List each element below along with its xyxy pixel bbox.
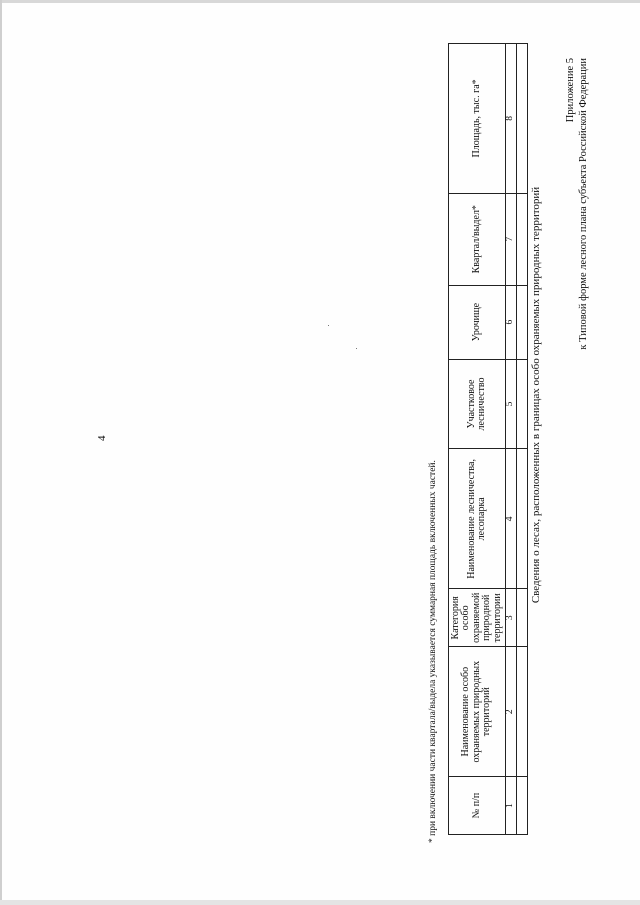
table-cell	[517, 193, 528, 285]
empty-data-row	[517, 44, 528, 835]
appendix-title: Приложение 5	[565, 58, 576, 123]
table-cell	[517, 285, 528, 359]
footnote: * при включении части квартала/выдела указывается суммарная площадь включенных частей.	[428, 460, 438, 843]
column-number: 6	[506, 285, 517, 359]
table-cell	[517, 647, 528, 777]
header-cell: Наименование лесничества, лесопарка	[449, 449, 506, 589]
column-number: 8	[506, 44, 517, 194]
column-number: 5	[506, 359, 517, 449]
column-number: 4	[506, 449, 517, 589]
page-number: 4	[96, 435, 108, 441]
column-number: 2	[506, 647, 517, 777]
column-number: 7	[506, 193, 517, 285]
header-cell: Наименование особо охраняемых природных территорий	[449, 647, 506, 777]
appendix-subtitle: к Типовой форме лесного плана субъекта Российской Федерации	[578, 58, 589, 350]
table-caption: Сведения о лесах, расположенных в границах особо охраняемых природных территорий	[530, 186, 542, 604]
header-cell: Квартал/выдел*	[449, 193, 506, 285]
column-number: 1	[506, 777, 517, 835]
scan-speck	[356, 348, 357, 349]
table-cell	[517, 589, 528, 647]
header-cell: Категория особо охраняемой природной территории	[449, 589, 506, 647]
protected-areas-table	[448, 43, 528, 835]
table-cell	[517, 44, 528, 194]
header-cell: Урочище	[449, 285, 506, 359]
column-number: 3	[506, 589, 517, 647]
header-cell: Участковое лесничество	[449, 359, 506, 449]
table-cell	[517, 449, 528, 589]
header-cell: Площадь, тыс. га*	[449, 44, 506, 194]
table-cell	[517, 777, 528, 835]
table-header-row	[449, 44, 506, 835]
scan-speck	[328, 325, 329, 326]
column-number-row	[506, 44, 517, 835]
header-cell: № п/п	[449, 777, 506, 835]
table-cell	[517, 359, 528, 449]
